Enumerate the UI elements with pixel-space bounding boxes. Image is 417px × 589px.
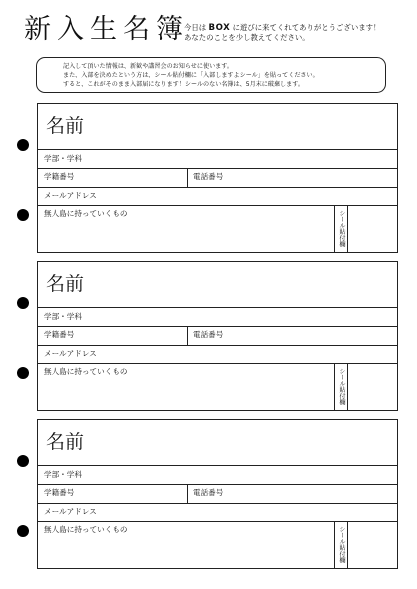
student-id-field-label: 学籍番号 — [44, 330, 75, 339]
form-divider — [38, 484, 397, 485]
binder-hole-dot — [17, 209, 29, 221]
name-field-label: 名前 — [46, 115, 85, 137]
faculty-field-label: 学部・学科 — [44, 470, 82, 479]
registration-card — [37, 103, 398, 253]
instruction-line: また、入部を決めたという方は、シール貼付欄に「入部しますよシール」を貼ってください。 — [63, 72, 319, 80]
email-field-label: メールアドレス — [44, 191, 97, 200]
sticker-separator-left — [334, 205, 335, 252]
sticker-separator-right — [347, 205, 348, 252]
greeting-text — [184, 23, 380, 43]
student-id-field-label: 学籍番号 — [44, 172, 75, 181]
sticker-area-label: シール貼付欄 — [338, 210, 345, 248]
name-field-label: 名前 — [46, 431, 85, 453]
registration-card — [37, 261, 398, 411]
email-field-label: メールアドレス — [44, 507, 97, 516]
form-divider — [38, 363, 397, 364]
sticker-separator-left — [334, 521, 335, 568]
form-divider — [38, 168, 397, 169]
binder-hole-dot — [17, 525, 29, 537]
sticker-separator-left — [334, 363, 335, 410]
form-divider — [38, 326, 397, 327]
island-item-field-label: 無人島に持っていくもの — [44, 525, 128, 534]
binder-hole-dot — [17, 455, 29, 467]
student-id-field-label: 学籍番号 — [44, 488, 75, 497]
instruction-line: すると、これがそのまま入部届になります！シールのない名簿は、5月末に破棄します。 — [63, 81, 304, 89]
sticker-area-label: シール貼付欄 — [338, 368, 345, 406]
sticker-area-label: シール貼付欄 — [338, 526, 345, 564]
phone-field-label: 電話番号 — [193, 172, 224, 181]
instructions-box — [36, 57, 386, 93]
box-brand: BOX — [208, 23, 231, 33]
field-separator — [187, 484, 188, 503]
binder-hole-dot — [17, 297, 29, 309]
faculty-field-label: 学部・学科 — [44, 312, 82, 321]
field-separator — [187, 168, 188, 187]
form-divider — [38, 503, 397, 504]
name-field-label: 名前 — [46, 273, 85, 295]
binder-hole-dot — [17, 367, 29, 379]
greeting-line-2: あなたのことを少し教えてください。 — [184, 33, 310, 42]
phone-field-label: 電話番号 — [193, 488, 224, 497]
email-field-label: メールアドレス — [44, 349, 97, 358]
sticker-separator-right — [347, 363, 348, 410]
form-divider — [38, 205, 397, 206]
instruction-line: 記入して頂いた情報は、新歓や講習会のお知らせに使います。 — [63, 63, 233, 70]
header — [0, 0, 417, 50]
field-separator — [187, 326, 188, 345]
page-title: 新入生名簿 — [24, 14, 189, 45]
form-divider — [38, 149, 397, 150]
island-item-field-label: 無人島に持っていくもの — [44, 367, 128, 376]
island-item-field-label: 無人島に持っていくもの — [44, 209, 128, 218]
faculty-field-label: 学部・学科 — [44, 154, 82, 163]
form-divider — [38, 187, 397, 188]
binder-hole-dot — [17, 139, 29, 151]
form-divider — [38, 345, 397, 346]
form-divider — [38, 465, 397, 466]
greeting-line-1: 今日は BOX に遊びに来てくれてありがとうございます！ — [184, 23, 381, 33]
form-divider — [38, 521, 397, 522]
registration-card — [37, 419, 398, 569]
sticker-separator-right — [347, 521, 348, 568]
form-divider — [38, 307, 397, 308]
phone-field-label: 電話番号 — [193, 330, 224, 339]
